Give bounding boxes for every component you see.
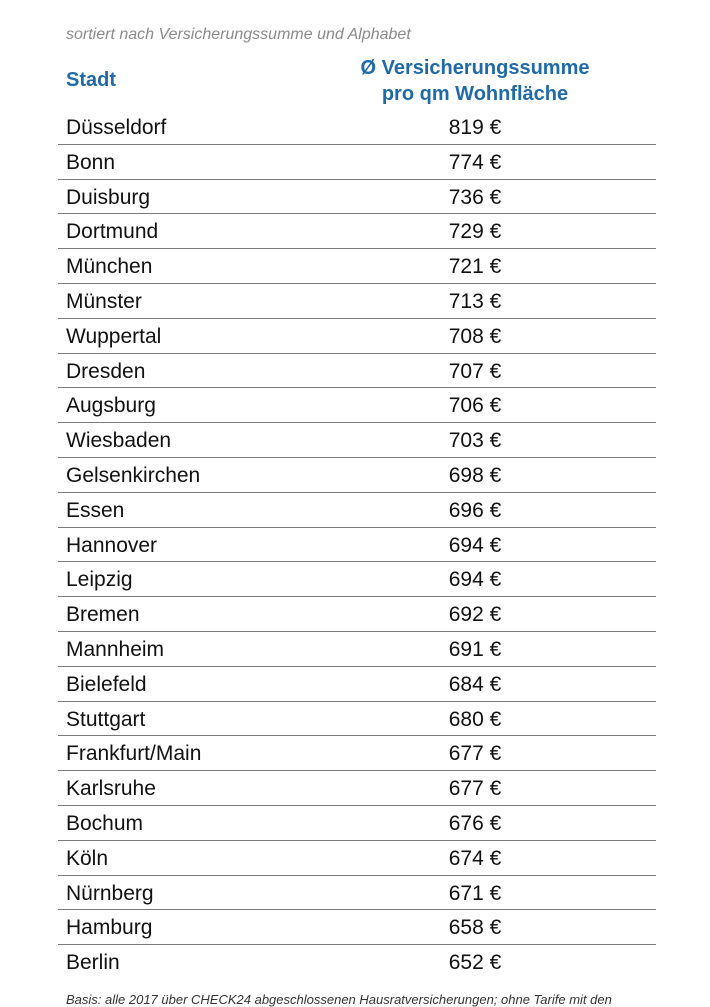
city-cell: Dortmund (66, 220, 159, 244)
value-cell: 671 € (448, 881, 502, 905)
value-cell: 694 € (448, 568, 502, 592)
value-cell: 677 € (448, 777, 502, 801)
value-cell: 736 € (448, 185, 502, 209)
city-cell: Leipzig (66, 568, 133, 592)
table-row (58, 597, 656, 632)
city-cell: Frankfurt/Main (66, 742, 202, 766)
value-cell: 707 € (448, 359, 502, 383)
table-row (58, 667, 656, 702)
table-row (58, 423, 656, 458)
value-cell: 676 € (448, 811, 502, 835)
table-row (58, 493, 656, 528)
city-cell: Bielefeld (66, 672, 147, 696)
value-cell: 713 € (448, 289, 502, 313)
value-cell: 698 € (448, 463, 502, 487)
table-row (58, 354, 656, 389)
value-cell: 658 € (448, 916, 502, 940)
value-cell: 691 € (448, 637, 502, 661)
value-cell: 774 € (448, 150, 502, 174)
value-cell: 706 € (448, 394, 502, 418)
city-cell: Duisburg (66, 185, 151, 209)
footnote: Basis: alle 2017 über CHECK24 abgeschlossenen Hausratversicherungen; ohne Tarife mit den (66, 992, 612, 1007)
city-cell: München (66, 255, 153, 279)
column-header-city: Stadt (66, 69, 116, 91)
city-cell: Mannheim (66, 637, 165, 661)
city-cell: Augsburg (66, 394, 156, 418)
table-header (0, 55, 710, 107)
table-row (58, 702, 656, 737)
city-cell: Wuppertal (66, 324, 162, 348)
city-cell: Düsseldorf (66, 116, 167, 139)
table-row (58, 632, 656, 667)
city-cell: Bochum (66, 811, 144, 835)
table-row (58, 562, 656, 597)
city-cell: Hamburg (66, 916, 153, 940)
value-cell: 652 € (448, 951, 502, 975)
city-cell: Wiesbaden (66, 429, 172, 453)
value-cell: 721 € (448, 255, 502, 279)
city-cell: Münster (66, 289, 142, 313)
table-row (58, 458, 656, 493)
table-row (58, 841, 656, 876)
column-header-value (320, 55, 630, 107)
city-cell: Dresden (66, 359, 146, 383)
value-cell: 729 € (448, 220, 502, 244)
table-row (58, 110, 656, 145)
column-header-value-line2: pro qm Wohnfläche (381, 83, 569, 105)
table-row (58, 771, 656, 806)
table-row (58, 388, 656, 423)
table-row (58, 180, 656, 215)
table-row (58, 319, 656, 354)
value-cell: 696 € (448, 498, 502, 522)
city-cell: Gelsenkirchen (66, 463, 201, 487)
table-row (58, 145, 656, 180)
value-cell: 694 € (448, 533, 502, 557)
table-row (58, 214, 656, 249)
city-cell: Köln (66, 846, 109, 870)
table-row (58, 249, 656, 284)
city-cell: Bremen (66, 603, 140, 627)
value-cell: 680 € (448, 707, 502, 731)
column-header-value-line1: Ø Versicherungssumme (360, 57, 590, 79)
table-row (58, 284, 656, 319)
table-row (58, 910, 656, 945)
value-cell: 684 € (448, 672, 502, 696)
value-cell: 819 € (448, 116, 502, 139)
city-cell: Karlsruhe (66, 777, 156, 801)
city-cell: Stuttgart (66, 707, 146, 731)
value-cell: 677 € (448, 742, 502, 766)
value-cell: 692 € (448, 603, 502, 627)
table-row (58, 945, 656, 980)
value-cell: 703 € (448, 429, 502, 453)
table-row (58, 736, 656, 771)
value-cell: 674 € (448, 846, 502, 870)
table-row (58, 528, 656, 563)
table-row (58, 806, 656, 841)
table-row (58, 876, 656, 911)
city-cell: Bonn (66, 150, 116, 174)
data-table (58, 110, 656, 980)
city-cell: Berlin (66, 951, 120, 975)
city-cell: Nürnberg (66, 881, 154, 905)
city-cell: Essen (66, 498, 125, 522)
value-cell: 708 € (448, 324, 502, 348)
city-cell: Hannover (66, 533, 158, 557)
table-subtitle: sortiert nach Versicherungssumme und Alphabet (66, 26, 411, 43)
